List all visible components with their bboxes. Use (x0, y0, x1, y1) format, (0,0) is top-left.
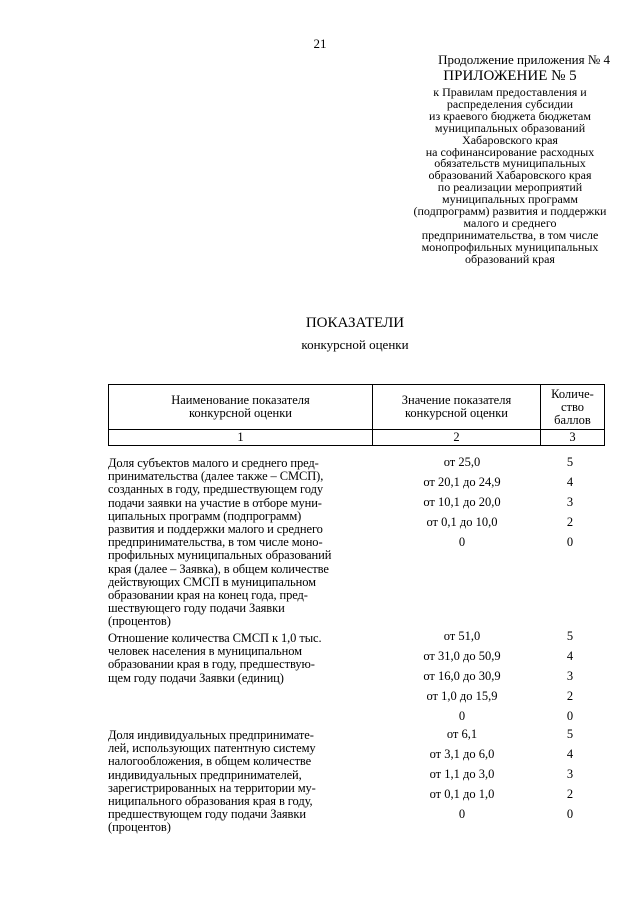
row-3-name (108, 729, 380, 835)
appendix-line: (подпрограмм) развития и поддержки (413, 204, 607, 219)
value-cell: от 0,1 до 1,0 (429, 787, 495, 801)
appendix-title: ПРИЛОЖЕНИЕ № 5 (443, 68, 577, 84)
value-cell: от 31,0 до 50,9 (423, 649, 501, 663)
row-name-line: действующих СМСП в муниципальном (108, 574, 316, 589)
points-cell: 3 (566, 767, 574, 781)
row-3-values (388, 724, 536, 824)
appendix-line: к Правилам предоставления и (433, 85, 587, 99)
row-name-line: зарегистрированных на территории му- (108, 780, 316, 795)
appendix-line: малого и среднего (463, 215, 557, 230)
document-title: ПОКАЗАТЕЛИ (305, 315, 405, 331)
points-cell: 0 (566, 807, 574, 821)
header-value-line: Значение показателя (401, 393, 512, 407)
row-name-line: предпринимательства, в том числе моно- (108, 535, 323, 550)
header-value-line: конкурсной оценки (404, 406, 508, 420)
appendix-line: муниципальных программ (442, 192, 578, 207)
header-points-line: ство (560, 399, 585, 414)
header-name-line: Наименование показателя (171, 393, 310, 407)
appendix-line: по реализации мероприятий (437, 180, 583, 195)
value-cell: 0 (458, 535, 466, 549)
row-name-line: Доля индивидуальных предпринимате- (108, 728, 314, 742)
value-cell: от 1,1 до 3,0 (429, 767, 495, 781)
value-cell: от 0,1 до 10,0 (426, 515, 498, 529)
points-cell: 3 (566, 669, 574, 683)
row-1-points (550, 452, 590, 552)
row-name-line: налогообложения, в общем количестве (108, 754, 312, 769)
value-cell: 0 (458, 807, 466, 821)
value-cell: от 16,0 до 30,9 (423, 669, 501, 683)
row-name-line: ниципального образования края в году, (108, 794, 313, 809)
column-number: 2 (373, 430, 541, 446)
points-cell: 2 (566, 689, 574, 703)
value-cell: от 6,1 (446, 727, 478, 741)
page-number: 21 (313, 36, 327, 51)
appendix-line: образований края (465, 251, 555, 266)
column-number: 3 (541, 430, 605, 446)
appendix-line: на софинансирование расходных (425, 144, 595, 159)
row-name-line: образовании края на конец года, пред- (108, 588, 308, 603)
points-cell: 3 (566, 495, 574, 509)
appendix-line: монопрофильных муниципальных (421, 239, 599, 254)
column-number: 1 (109, 430, 373, 446)
header-points-line: баллов (554, 412, 591, 427)
row-name-line: шествующего году подачи Заявки (108, 601, 285, 616)
row-name-line: лей, использующих патентную систему (108, 741, 316, 756)
row-2-values (388, 626, 536, 726)
row-name-line: развития и поддержки малого и среднего (108, 522, 323, 537)
points-cell: 5 (566, 455, 574, 469)
row-name-line: профильных муниципальных образований (108, 548, 332, 563)
row-name-line: ципальных программ (подпрограмм) (108, 508, 302, 523)
value-cell: от 51,0 (443, 629, 481, 643)
points-cell: 0 (566, 535, 574, 549)
header-value (373, 385, 541, 430)
row-2-points (550, 626, 590, 726)
appendix-line: предпринимательства, в том числе (421, 227, 599, 242)
points-cell: 5 (566, 727, 574, 741)
value-cell: от 20,1 до 24,9 (423, 475, 501, 489)
appendix-description (390, 87, 630, 266)
row-name-line: индивидуальных предпринимателей, (108, 767, 302, 782)
appendix-line: из краевого бюджета бюджетам (429, 108, 591, 123)
value-cell: от 3,1 до 6,0 (429, 747, 495, 761)
header-points (541, 385, 605, 430)
row-name-line: принимательства (далее также – СМСП), (108, 469, 324, 484)
points-cell: 4 (566, 747, 574, 761)
header-name-line: конкурсной оценки (188, 406, 292, 420)
appendix-line: муниципальных образований (434, 120, 586, 135)
row-name-line: образовании края в году, предшествую- (108, 657, 315, 672)
row-name-line: щем году подачи Заявки (единиц) (108, 670, 284, 685)
appendix-line: распределения субсидии (446, 96, 574, 111)
document-subtitle: конкурсной оценки (301, 337, 409, 352)
row-name-line: края (далее – Заявка), в общем количестве (108, 561, 329, 576)
points-cell: 2 (566, 787, 574, 801)
row-name-line: предшествующем году подачи Заявки (108, 807, 306, 822)
header-points-line: Количе- (551, 386, 594, 401)
points-cell: 4 (566, 649, 574, 663)
row-name-line: подачи заявки на участие в отборе муни- (108, 495, 322, 510)
table-header (108, 384, 605, 446)
row-name-line: (процентов) (108, 614, 171, 629)
row-name-line: человек населения в муниципальном (108, 644, 302, 659)
row-1-values (388, 452, 536, 552)
appendix-line: обязательств муниципальных (434, 156, 586, 171)
appendix-line: Хабаровского края (462, 132, 558, 147)
value-cell: от 1,0 до 15,9 (426, 689, 498, 703)
row-name-line: (процентов) (108, 820, 171, 835)
row-name-line: Доля субъектов малого и среднего пред- (108, 456, 319, 470)
row-name-line: созданных в году, предшествующем году (108, 482, 323, 497)
points-cell: 0 (566, 709, 574, 723)
row-2-name (108, 632, 380, 685)
row-name-line: Отношение количества СМСП к 1,0 тыс. (108, 631, 322, 645)
points-cell: 2 (566, 515, 574, 529)
header-name (109, 385, 373, 430)
points-cell: 4 (566, 475, 574, 489)
continuation-note: Продолжение приложения № 4 (438, 52, 610, 67)
points-cell: 5 (566, 629, 574, 643)
value-cell: 0 (458, 709, 466, 723)
value-cell: от 25,0 (443, 455, 481, 469)
row-1-name (108, 457, 380, 629)
value-cell: от 10,1 до 20,0 (423, 495, 501, 509)
row-3-points (550, 724, 590, 824)
appendix-line: образований Хабаровского края (428, 168, 592, 183)
